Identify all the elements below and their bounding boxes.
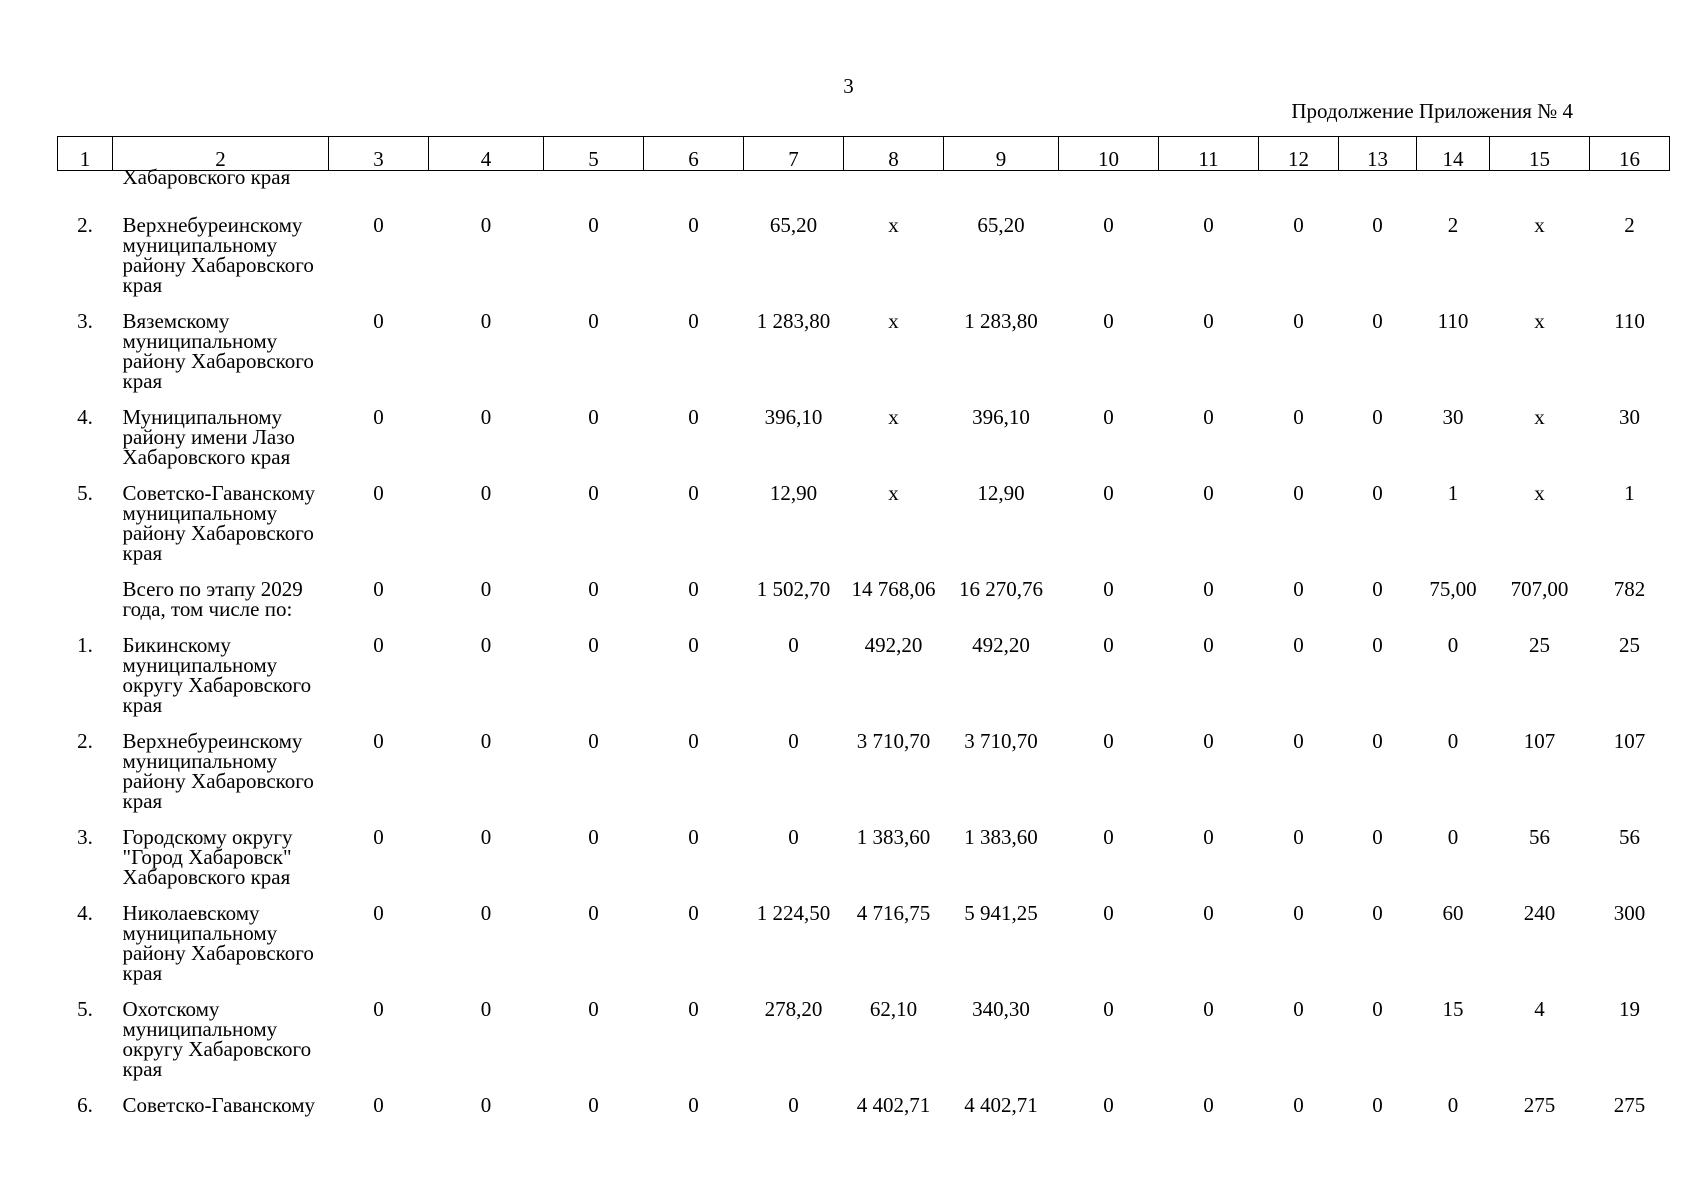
cell-c16: 56: [1619, 825, 1640, 849]
cell-c12: 0: [1293, 405, 1304, 429]
cell-c15: 25: [1529, 633, 1550, 657]
cell-c12: 0: [1293, 825, 1304, 849]
cell-c5: 0: [588, 825, 599, 849]
cell-c13: 0: [1372, 729, 1383, 753]
table-row: [58, 295, 1670, 391]
cell-c12: 0: [1293, 1093, 1304, 1117]
cell-c6: 0: [688, 577, 699, 601]
cell-c16: 30: [1619, 405, 1640, 429]
cell-c7: 0: [788, 729, 799, 753]
cell-c3: 0: [373, 729, 384, 753]
cell-c9: 492,20: [972, 633, 1030, 657]
cell-c14: 1: [1447, 481, 1459, 505]
cell-c13: 0: [1372, 481, 1383, 505]
cell-c12: 0: [1293, 729, 1304, 753]
cell-c11: 0: [1203, 309, 1214, 333]
row-name: Верхнебуреинскому муниципальному району Хабаровского края: [122, 729, 314, 813]
cell-c4: 0: [480, 405, 492, 429]
cell-c8: 4 402,71: [856, 1093, 931, 1117]
cell-c16: 782: [1613, 577, 1646, 601]
cell-c4: 0: [480, 729, 492, 753]
cell-c4: 0: [480, 633, 492, 657]
cell-c4: 0: [480, 901, 492, 925]
cell-c13: 0: [1372, 577, 1383, 601]
cell-c7: 1 283,80: [756, 309, 831, 333]
cell-c7: 1 224,50: [756, 901, 831, 925]
cell-c13: 0: [1372, 405, 1383, 429]
cell-c3: 0: [373, 1093, 384, 1117]
cell-c10: 0: [1103, 213, 1114, 237]
cell-c10: 0: [1103, 633, 1114, 657]
col-header: 2: [113, 137, 329, 171]
cell-c8: х: [888, 213, 899, 237]
cell-c15: 56: [1529, 825, 1550, 849]
cell-c15: 707,00: [1510, 577, 1569, 601]
row-name: Бикинскому муниципальному округу Хабаровского края: [122, 633, 312, 717]
cell-c3: 0: [373, 213, 384, 237]
cell-c15: 275: [1523, 1093, 1556, 1117]
cell-c7: 12,90: [769, 481, 818, 505]
table-row: [58, 811, 1670, 887]
cell-c4: 0: [480, 997, 492, 1021]
cell-c5: 0: [588, 309, 599, 333]
cell-c6: 0: [688, 901, 699, 925]
cell-c16: 107: [1613, 729, 1646, 753]
cell-c14: 0: [1447, 633, 1459, 657]
table-row: [58, 983, 1670, 1079]
cell-c15: х: [1534, 213, 1545, 237]
cell-c9: 5 941,25: [964, 901, 1038, 925]
row-number: [58, 563, 113, 619]
col-header: 16: [1590, 137, 1670, 171]
cell-c5: 0: [588, 577, 599, 601]
table-row: [58, 563, 1670, 619]
cell-c12: 0: [1293, 481, 1304, 505]
cell-c12: 0: [1293, 309, 1304, 333]
cell-c14: 30: [1442, 405, 1464, 429]
col-header: 9: [944, 137, 1059, 171]
cell-c3: 0: [373, 901, 384, 925]
cell-c14: 2: [1447, 213, 1459, 237]
row-number: 3.: [77, 825, 93, 849]
cell-c6: 0: [688, 405, 699, 429]
col-header: 3: [329, 137, 429, 171]
cell-c9: 1 283,80: [964, 309, 1038, 333]
cell-c16: 2: [1624, 213, 1635, 237]
cell-c8: 1 383,60: [856, 825, 931, 849]
row-name: Советско-Гаванскому муниципальному району Хабаровского края: [122, 481, 315, 565]
cell-c15: 4: [1534, 997, 1545, 1021]
header-row: [58, 137, 1670, 171]
cell-c4: 0: [480, 213, 492, 237]
cell-c10: 0: [1103, 997, 1114, 1021]
cell-c3: 0: [373, 633, 384, 657]
col-header: 6: [644, 137, 744, 171]
cell-c7: 396,10: [764, 405, 823, 429]
cell-c13: 0: [1372, 213, 1383, 237]
cell-c3: 0: [373, 405, 384, 429]
cell-c11: 0: [1203, 577, 1214, 601]
cell-c12: 0: [1293, 901, 1304, 925]
cell-c11: 0: [1203, 997, 1214, 1021]
cell-c14: 15: [1442, 997, 1464, 1021]
cell-c4: 0: [480, 577, 492, 601]
col-header: 10: [1059, 137, 1159, 171]
cell-c10: 0: [1103, 405, 1114, 429]
cell-c16: 300: [1613, 901, 1646, 925]
cell-c15: 107: [1523, 729, 1556, 753]
col-header: 7: [744, 137, 844, 171]
table-row: [58, 391, 1670, 467]
table-row: [58, 715, 1670, 811]
cell-c16: 275: [1613, 1093, 1646, 1117]
cell-c11: 0: [1203, 1093, 1214, 1117]
col-header: 8: [844, 137, 944, 171]
cell-c6: 0: [688, 729, 699, 753]
row-number: 6.: [77, 1093, 93, 1117]
cell-c10: 0: [1103, 481, 1114, 505]
row-number: 4.: [77, 901, 93, 925]
row-name: Николаевскому муниципальному району Хабаровского края: [122, 901, 314, 985]
cell-c12: 0: [1293, 213, 1304, 237]
cell-c9: 1 383,60: [964, 825, 1038, 849]
cell-c13: 0: [1372, 309, 1383, 333]
cell-c9: 65,20: [977, 213, 1025, 237]
cell-c9: 396,10: [972, 405, 1030, 429]
cell-c8: х: [888, 309, 899, 333]
cell-c12: 0: [1293, 633, 1304, 657]
cell-c5: 0: [588, 405, 599, 429]
col-header: 12: [1259, 137, 1339, 171]
cell-c9: 340,30: [972, 997, 1030, 1021]
table-row: [58, 467, 1670, 563]
cell-c5: 0: [588, 729, 599, 753]
cell-c6: 0: [688, 633, 699, 657]
cell-c8: 14 768,06: [851, 577, 936, 601]
cell-c13: 0: [1372, 997, 1383, 1021]
continuation-text: Хабаровского края: [122, 165, 291, 189]
row-number: 2.: [77, 729, 93, 753]
cell-c7: 0: [788, 633, 799, 657]
cell-c3: 0: [373, 309, 384, 333]
table-row: [58, 619, 1670, 715]
cell-c15: х: [1534, 405, 1545, 429]
cell-c14: 0: [1447, 825, 1459, 849]
cell-c3: 0: [373, 825, 384, 849]
col-header: 13: [1339, 137, 1417, 171]
cell-c10: 0: [1103, 729, 1114, 753]
cell-c13: 0: [1372, 901, 1383, 925]
col-header: 4: [429, 137, 544, 171]
cell-c14: 110: [1437, 309, 1469, 333]
cell-c10: 0: [1103, 901, 1114, 925]
cell-c4: 0: [480, 481, 492, 505]
cell-c8: х: [888, 405, 899, 429]
cell-c6: 0: [688, 309, 699, 333]
cell-c15: х: [1534, 481, 1545, 505]
table-row: [58, 1079, 1670, 1115]
row-number: 1.: [77, 633, 93, 657]
col-header: 5: [544, 137, 644, 171]
cell-c11: 0: [1203, 405, 1214, 429]
row-number: 5.: [77, 481, 93, 505]
cell-c11: 0: [1203, 901, 1214, 925]
row-number: 3.: [77, 309, 93, 333]
cell-c13: 0: [1372, 633, 1383, 657]
cell-c7: 65,20: [769, 213, 818, 237]
cell-c14: 60: [1442, 901, 1464, 925]
cell-c7: 1 502,70: [756, 577, 831, 601]
cell-c10: 0: [1103, 309, 1114, 333]
col-header: 11: [1159, 137, 1259, 171]
page-number: 3: [843, 74, 854, 98]
table-row: [58, 887, 1670, 983]
cell-c8: 3 710,70: [856, 729, 931, 753]
cell-c6: 0: [688, 213, 699, 237]
cell-c3: 0: [373, 481, 384, 505]
cell-c6: 0: [688, 825, 699, 849]
cell-c5: 0: [588, 1093, 599, 1117]
cell-c7: 278,20: [764, 997, 823, 1021]
cell-c9: 4 402,71: [964, 1093, 1038, 1117]
cell-c4: 0: [480, 1093, 492, 1117]
row-name: Советско-Гаванскому: [122, 1093, 315, 1117]
col-header: 15: [1490, 137, 1590, 171]
cell-c14: 75,00: [1429, 577, 1477, 601]
cell-c9: 12,90: [977, 481, 1025, 505]
cell-c11: 0: [1203, 213, 1214, 237]
cell-c4: 0: [480, 309, 492, 333]
cell-c16: 19: [1619, 997, 1640, 1021]
cell-c14: 0: [1447, 1093, 1459, 1117]
cell-c8: х: [888, 481, 899, 505]
cell-c4: 0: [480, 825, 492, 849]
cell-c10: 0: [1103, 577, 1114, 601]
cell-c12: 0: [1293, 577, 1304, 601]
cell-c13: 0: [1372, 825, 1383, 849]
cell-c10: 0: [1103, 1093, 1114, 1117]
cell-c6: 0: [688, 481, 699, 505]
row-name: Охотскому муниципальному округу Хабаровского края: [122, 997, 312, 1081]
cell-c5: 0: [588, 901, 599, 925]
cell-c8: 4 716,75: [856, 901, 931, 925]
cell-c5: 0: [588, 213, 599, 237]
cell-c11: 0: [1203, 825, 1214, 849]
cell-c11: 0: [1203, 729, 1214, 753]
cell-c16: 110: [1614, 309, 1645, 333]
cell-c3: 0: [373, 577, 384, 601]
cell-c15: х: [1534, 309, 1545, 333]
cell-c5: 0: [588, 481, 599, 505]
cell-c14: 0: [1447, 729, 1459, 753]
cell-c8: 62,10: [869, 997, 918, 1021]
cell-c9: 3 710,70: [964, 729, 1038, 753]
row-name: Всего по этапу 2029 года, том числе по:: [122, 577, 303, 621]
row-number: 5.: [77, 997, 93, 1021]
cell-c10: 0: [1103, 825, 1114, 849]
row-name: Вяземскому муниципальному району Хабаровского края: [122, 309, 314, 393]
row-name: Верхнебуреинскому муниципальному району Хабаровского края: [122, 213, 314, 297]
cell-c7: 0: [788, 825, 799, 849]
cell-c13: 0: [1372, 1093, 1383, 1117]
cell-c6: 0: [688, 997, 699, 1021]
row-number: 4.: [77, 405, 93, 429]
row-name: Муниципальному району имени Лазо Хабаровского края: [122, 405, 295, 469]
cell-c12: 0: [1293, 997, 1304, 1021]
col-header: 1: [58, 137, 113, 171]
budget-table: [57, 136, 1670, 1115]
cell-c11: 0: [1203, 481, 1214, 505]
cell-c5: 0: [588, 997, 599, 1021]
cell-c5: 0: [588, 633, 599, 657]
cell-c11: 0: [1203, 633, 1214, 657]
col-header: 14: [1417, 137, 1490, 171]
cell-c16: 25: [1619, 633, 1640, 657]
row-name: Городскому округу "Город Хабаровск" Хабаровского края: [122, 825, 293, 889]
appendix-label: Продолжение Приложения № 4: [1291, 99, 1573, 123]
table-row: [58, 199, 1670, 295]
cell-c7: 0: [788, 1093, 799, 1117]
cell-c15: 240: [1523, 901, 1556, 925]
cell-c9: 16 270,76: [959, 577, 1043, 601]
continuation-row: [58, 171, 1670, 200]
cell-c8: 492,20: [864, 633, 923, 657]
row-number: 2.: [77, 213, 93, 237]
cell-c16: 1: [1624, 481, 1635, 505]
cell-c3: 0: [373, 997, 384, 1021]
cell-c6: 0: [688, 1093, 699, 1117]
